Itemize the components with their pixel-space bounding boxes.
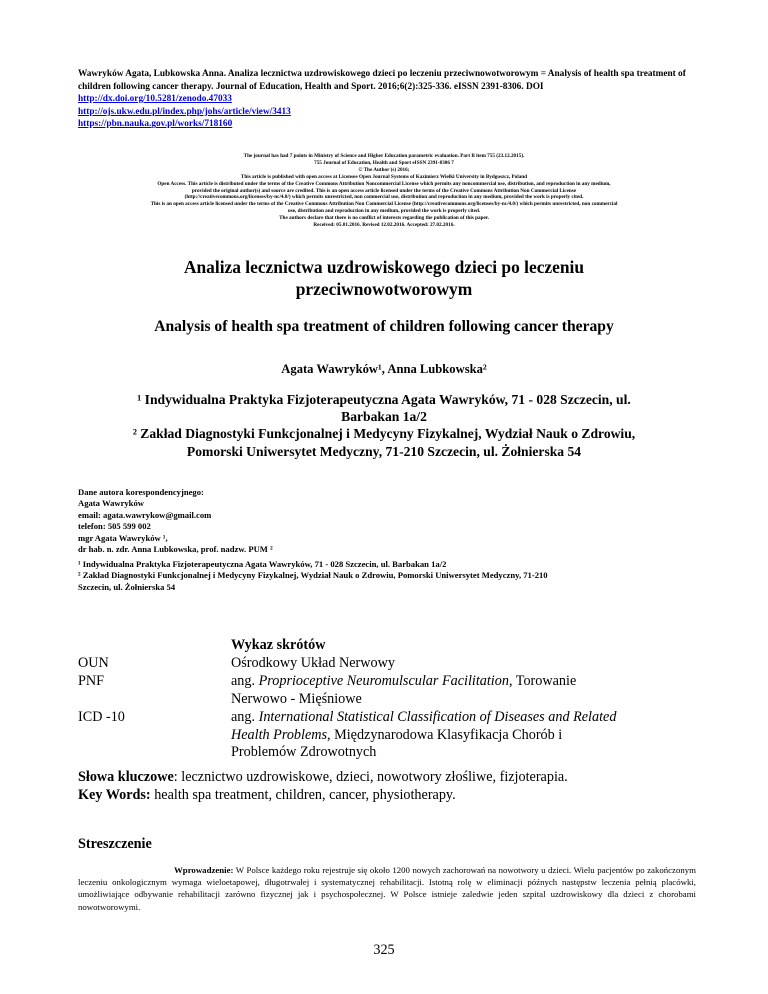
citation-header [78,68,696,131]
abbr-def-oun: Ośrodkowy Układ Nerwowy [231,655,395,671]
icd-polish-line3: Problemów Zdrowotnych [231,744,377,761]
keywords-pl-label: Słowa kluczowe [78,769,174,785]
abbr-term-pnf: PNF [78,673,105,689]
icd-prefix: ang. [231,709,259,725]
abbr-def-icd [231,709,701,762]
notice-line: The authors declare that there is no conflict of interests regarding the publication of this paper. [279,215,489,222]
pnf-polish: , Torowanie [508,673,577,689]
notice-line: (http://creativecommons.org/licenses/by-nc/4.0/) which permits unrestricted, non commercial use, distribution and reproduction in any medium, provided the work is properly cited. [184,194,584,201]
abstract-body [78,864,696,913]
affiliation-line: ² Zakład Diagnostyki Funkcjonalnej i Medycyny Fizykalnej, Wydział Nauk o Zdrowiu, [132,426,636,442]
affiliations [70,391,698,460]
ojs-link[interactable]: http://ojs.ukw.edu.pl/index.php/johs/article/view/3413 [78,106,291,117]
notice-line: The journal has had 7 points in Ministry of Science and Higher Education parametric evaluation. Part B item 755 (23.12.2015). [243,153,525,159]
abstract-label: Wprowadzenie: [174,865,234,875]
notice-line: 755 Journal of Education, Health and Sport eISSN 2391-8306 7 [314,159,454,166]
abbr-term-oun: OUN [78,655,109,671]
icd-polish: , Międzynarodowa Klasyfikacja Chorób i [327,726,563,743]
notice-line: This is an open access article licensed under the terms of the Creative Commons Attribution Non Commercial License (http://creativecommons.org/licenses/by-nc/4.0/) which permits unrestricted, non commercial [150,201,618,208]
keywords-pl-text: : lecznictwo uzdrowiskowe, dzieci, nowotwory złośliwe, fizjoterapia. [173,769,568,785]
title-polish [100,257,668,300]
doi-link[interactable]: http://dx.doi.org/10.5281/zenodo.47033 [78,94,232,105]
pnf-prefix: ang. [231,673,259,689]
correspondence-affiliations [78,559,696,593]
abstract-paragraph [78,865,126,875]
notice-line: © The Author (s) 2016; [358,166,410,173]
pnf-english: Proprioceptive Neuromulscular Facilitation [258,673,509,689]
authors: Agata Wawryków¹, Anna Lubkowska² [281,362,487,376]
affiliation-line: ¹ Indywidualna Praktyka Fizjoterapeutyczna Agata Wawryków, 71 - 028 Szczecin, ul. [137,392,631,407]
correspondence-affil-line: Szczecin, ul. Żołnierska 54 [78,581,176,592]
keywords-english [78,787,698,805]
abbr-def-pnf [231,673,701,708]
pbn-link[interactable]: https://pbn.nauka.gov.pl/works/718160 [78,119,233,130]
correspondence-email: email: agata.wawrykow@gmail.com [78,509,212,520]
correspondence-block [78,487,696,555]
correspondence-line: dr hab. n. zdr. Anna Lubkowska, prof. nadzw. PUM ² [78,544,273,555]
abstract-heading: Streszczenie [78,836,152,852]
correspondence-phone: telefon: 505 599 002 [78,521,151,532]
abbr-term-icd: ICD -10 [78,709,125,725]
title-pl-line: Analiza lecznictwa uzdrowiskowego dzieci po leczeniu [183,257,585,277]
notice-line: provided the original author(s) and source are credited. This is an open access article licensed under the terms of the Creative Commons Attribution Non Commercial License [191,187,577,194]
notice-line: Open Access. This article is distributed under the terms of the Creative Commons Attribution Noncommercial License which permits any noncommercial use, distribution, and reproduction in any medium, [157,180,611,187]
correspondence-line: mgr Agata Wawryków ¹, [78,532,168,543]
notice-line: use, distribution and reproduction in any medium, provided the work is properly cited. [287,208,481,215]
abbreviations-heading: Wykaz skrótów [231,637,326,653]
citation-text: Wawryków Agata, Lubkowska Anna. Analiza lecznictwa uzdrowiskowego dzieci po leczeniu przeciwnowotworowym = Analysis of health spa treatment of children following cancer therapy. Journal of Education, Health and Sport. 2016;6(2):325-336. eISSN 2391-8306. DOI [78,69,686,92]
keywords-polish [78,769,698,787]
title-pl-line: przeciwnowotworowym [295,278,473,299]
correspondence-affil-line: ¹ Indywidualna Praktyka Fizjoterapeutyczna Agata Wawryków, 71 - 028 Szczecin, ul. Barbakan 1a/2 [78,559,447,569]
pnf-polish-line2: Nerwowo - Mięśniowe [231,690,362,707]
affiliation-line: Barbakan 1a/2 [341,409,427,425]
title-english: Analysis of health spa treatment of children following cancer therapy [154,318,614,335]
correspondence-line: Dane autora korespondencyjnego: [78,487,204,497]
keywords-en-label: Key Words: [78,787,151,803]
license-notice [72,153,696,229]
page-number: 325 [373,942,395,958]
keywords-en-text: health spa treatment, children, cancer, physiotherapy. [150,787,456,803]
icd-english: International Statistical Classification of Diseases and Related [258,709,617,725]
notice-line: Received: 05.01.2016. Revised 12.02.2016. Accepted: 27.02.2016. [313,222,455,229]
abstract-text: W Polsce każdego roku rejestruje się około 1200 nowych zachorowań na nowotwory u dzieci. Wielu pacjentów po zakończonym leczeniu onkologicznym wymaga wieloetapowej, długotrwałej i systematycznej rehabilitacji. Istotną rolę w eliminacji późnych następstw leczenia pełnią placówki, umożliwiające odbywanie rehabilitacji zarówno fizycznej jak i psychospołecznej. W Polsce istnieje zaledwie jeden szpital uzdrowiskowy dla dzieci z chorobami nowotworowymi. [78,865,696,912]
notice-line: This article is published with open access at Licensee Open Journal Systems of Kazimierz Wielki University in Bydgoszcz, Poland [240,173,528,180]
correspondence-line: Agata Wawryków [78,498,144,509]
correspondence-affil-line: ² Zakład Diagnostyki Funkcjonalnej i Medycyny Fizykalnej, Wydział Nauk o Zdrowiu, Pomorski Uniwersytet Medyczny, 71-210 [78,570,548,581]
affiliation-line: Pomorski Uniwersytet Medyczny, 71-210 Szczecin, ul. Żołnierska 54 [186,443,582,459]
icd-english-line2: Health Problems [231,726,328,743]
